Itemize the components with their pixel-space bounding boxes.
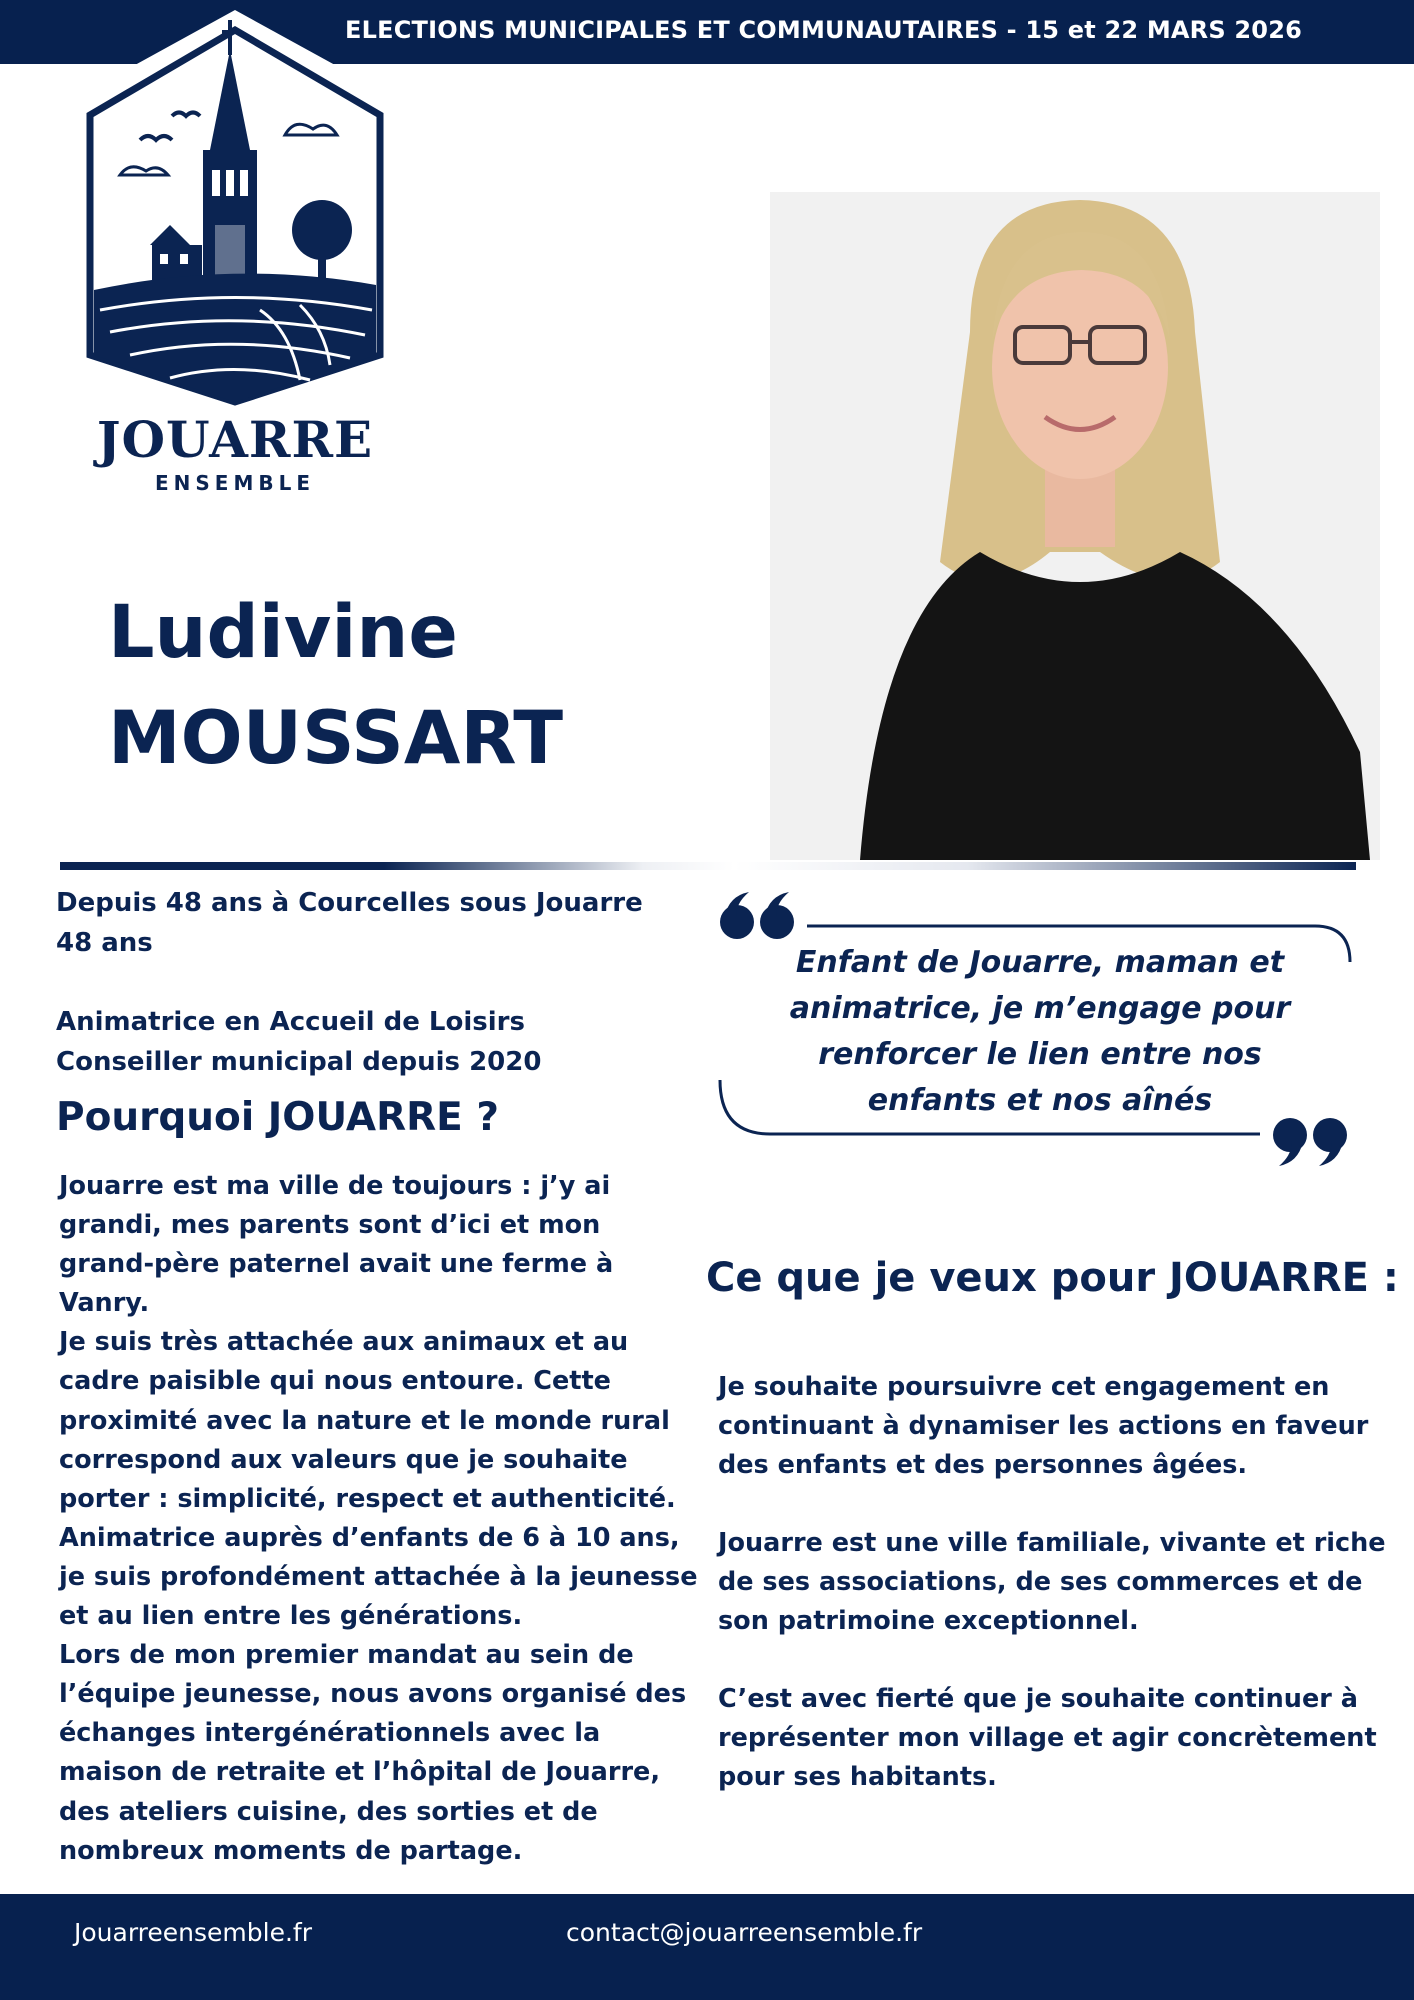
candidate-facts	[56, 884, 676, 1082]
want-title: Ce que je veux pour JOUARRE :	[706, 1255, 1399, 1301]
candidate-name	[108, 580, 563, 792]
why-title: Pourquoi JOUARRE ?	[56, 1095, 500, 1140]
fact-age: 48 ans	[56, 927, 153, 958]
why-text: Jouarre est ma ville de toujours : j’y ai grandi, mes parents sont d’ici et mon grand-père paternel avait une ferme à Vanry. Je suis très attachée aux animaux et au cadre paisible qui nous entoure. Cette proximité avec la nature et le monde rural correspond aux valeurs que je souhaite porter : simplicité, respect et authenticité. Animatrice auprès d’enfants de 6 à 10 ans, je suis profondément attachée à la jeunesse et au lien entre les générations. Lors de mon premier mandat au sein de l’équipe jeunesse, nous avons organisé des échanges intergénérationnels avec la maison de retraite et l’hôpital de Jouarre, des ateliers cuisine, des sorties et de nombreux moments de partage.	[59, 1171, 698, 1866]
candidate-last-name: MOUSSART	[108, 696, 564, 781]
want-paragraph: Jouarre est une ville familiale, vivante et riche de ses associations, de ses commerces et de son patrimoine exceptionnel.	[718, 1528, 1386, 1636]
fact-mandate: Conseiller municipal depuis 2020	[56, 1046, 542, 1077]
want-body	[718, 1368, 1388, 1836]
email-link[interactable]: contact@jouarreensemble.fr	[566, 1918, 923, 1947]
close-quote-icon	[1273, 1118, 1347, 1166]
website-link[interactable]: Jouarreensemble.fr	[74, 1918, 312, 1947]
logo-name: JOUARRE	[96, 410, 374, 469]
logo-subtitle: ENSEMBLE	[154, 471, 316, 495]
election-title: ELECTIONS MUNICIPALES ET COMMUNAUTAIRES - 15 et 22 MARS 2026	[345, 16, 1302, 44]
open-quote-icon	[720, 892, 794, 939]
candidate-first-name: Ludivine	[108, 590, 458, 675]
section-divider	[60, 862, 1356, 870]
want-paragraph: C’est avec fierté que je souhaite continuer à représenter mon village et agir concrètement pour ses habitants.	[718, 1684, 1377, 1792]
church-logo-icon	[60, 10, 410, 410]
quote-text: Enfant de Jouarre, maman et animatrice, je m’engage pour renforcer le lien entre nos enfants et nos aînés	[789, 945, 1291, 1118]
logo	[60, 10, 410, 495]
why-body	[59, 1167, 699, 1871]
fact-residence: Depuis 48 ans à Courcelles sous Jouarre	[56, 888, 643, 918]
footer	[0, 1894, 1414, 2000]
want-paragraph: Je souhaite poursuivre cet engagement en continuant à dynamiser les actions en faveur des enfants et des personnes âgées.	[718, 1372, 1369, 1480]
candidate-photo	[770, 192, 1380, 860]
fact-job: Animatrice en Accueil de Loisirs	[56, 1007, 525, 1037]
